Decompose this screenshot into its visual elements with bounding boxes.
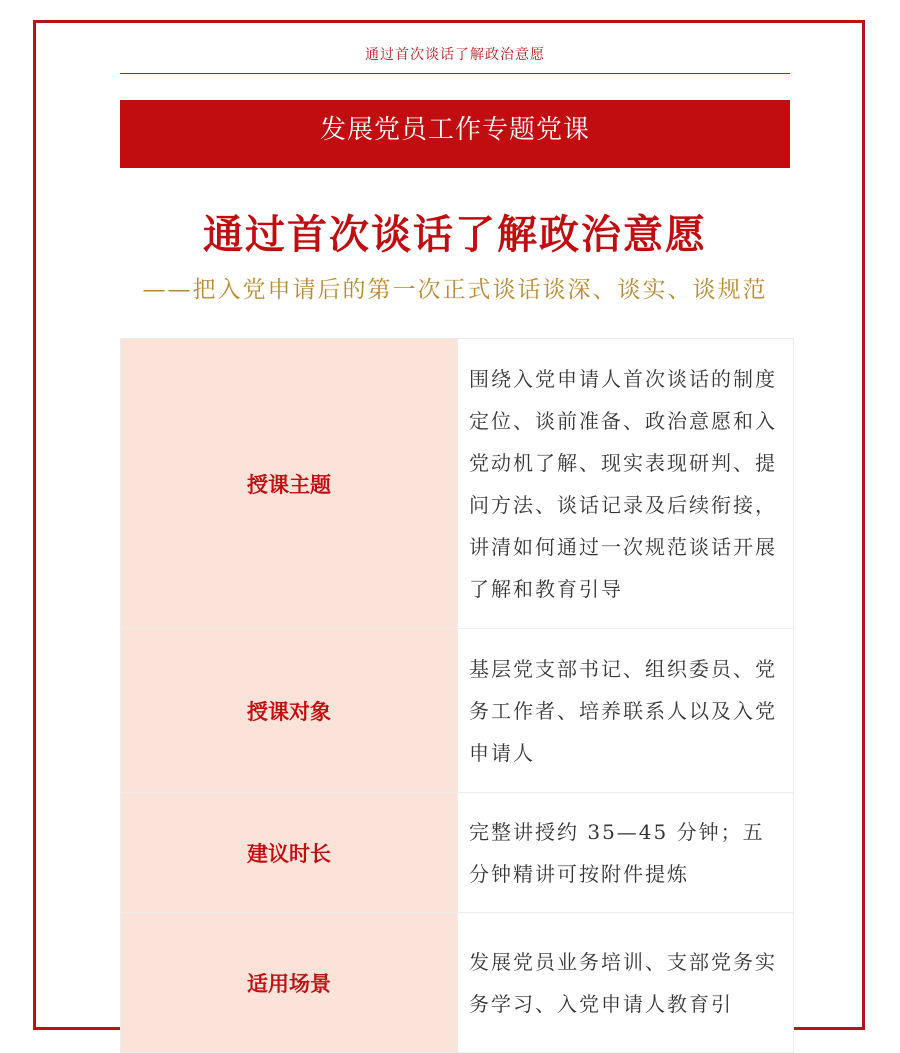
banner-text: 发展党员工作专题党课 [319, 115, 590, 145]
row-value: 发展党员业务培训、支部党务实务学习、入党申请人教育引 [458, 913, 794, 1053]
row-value: 基层党支部书记、组织委员、党务工作者、培养联系人以及入党申请人 [458, 629, 794, 793]
row-label: 授课主题 [121, 339, 458, 629]
table-row [121, 339, 794, 629]
page-subtitle: ——把入党申请后的第一次正式谈话谈深、谈实、谈规范 [142, 277, 768, 303]
row-value: 围绕入党申请人首次谈话的制度定位、谈前准备、政治意愿和入党动机了解、现实表现研判、提问方法、谈话记录及后续衔接，讲清如何通过一次规范谈话开展了解和教育引导 [458, 339, 794, 629]
running-head: 通过首次谈话了解政治意愿 [365, 47, 545, 63]
banner [120, 100, 790, 168]
header-divider [120, 73, 790, 74]
row-value: 完整讲授约 35—45 分钟；五分钟精讲可按附件提炼 [458, 793, 794, 913]
table-row [121, 913, 794, 1053]
table-row [121, 793, 794, 913]
row-label: 授课对象 [121, 629, 458, 793]
row-label: 建议时长 [121, 793, 458, 913]
page-title: 通过首次谈话了解政治意愿 [203, 212, 707, 258]
table-row [121, 629, 794, 793]
row-label: 适用场景 [121, 913, 458, 1053]
info-table [120, 338, 794, 1053]
